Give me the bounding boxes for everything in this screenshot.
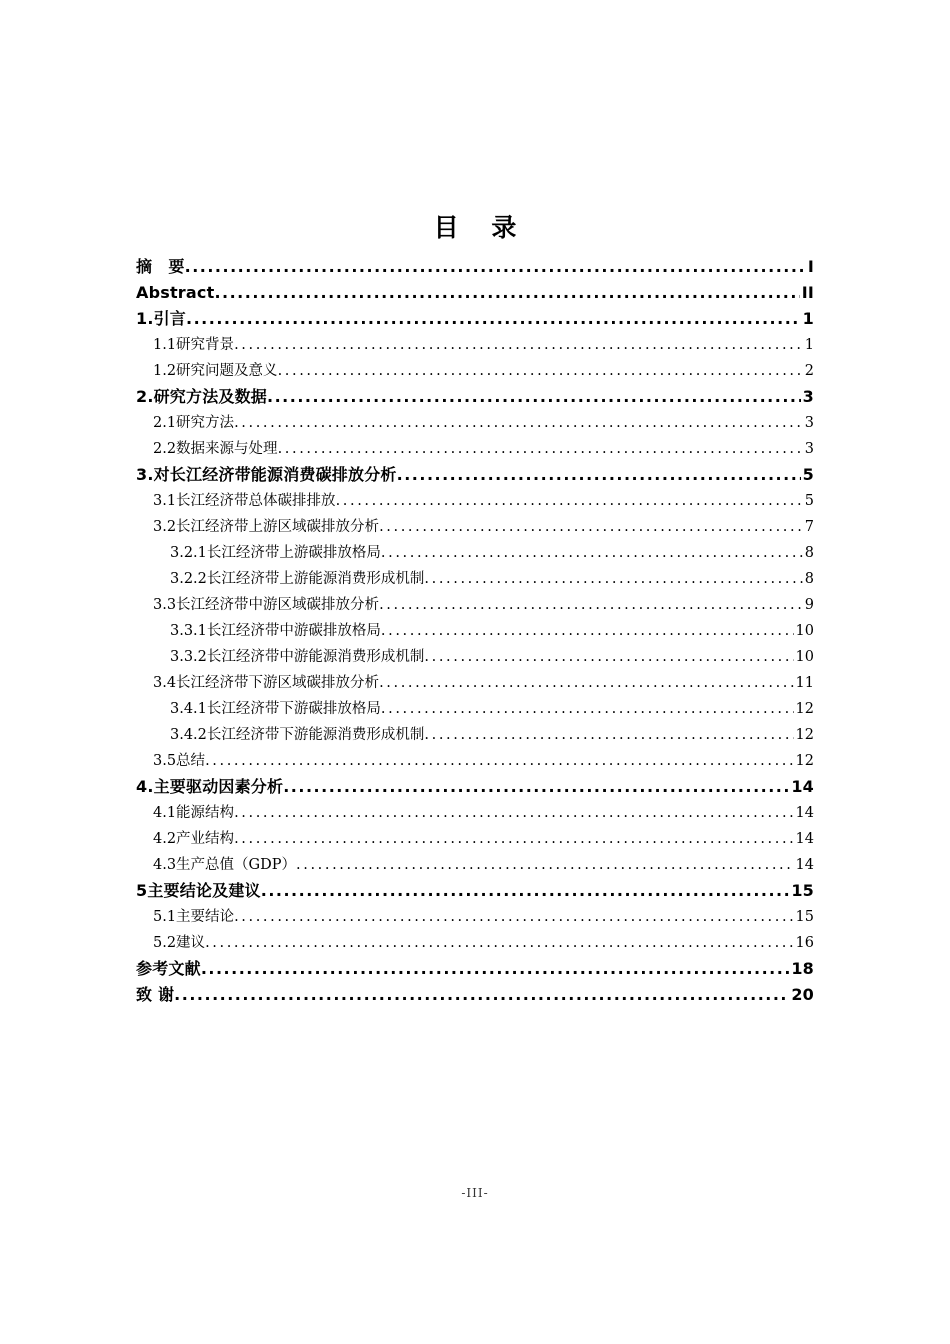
toc-entry[interactable] xyxy=(136,410,814,436)
toc-entry[interactable] xyxy=(136,670,814,696)
toc-entry[interactable] xyxy=(136,826,814,852)
toc-title: 目 录 xyxy=(433,213,529,242)
toc-entry-page: 10 xyxy=(795,649,814,665)
toc-entry[interactable] xyxy=(136,878,814,904)
toc-entry[interactable] xyxy=(136,722,814,748)
toc-entry-page: 3 xyxy=(804,441,814,457)
toc-dot-leader xyxy=(379,514,803,540)
toc-entry-label: 3.4.2长江经济带下游能源消费形成机制 xyxy=(170,727,425,743)
toc-entry-page: 2 xyxy=(804,363,814,379)
toc-entry[interactable] xyxy=(136,332,814,358)
toc-dot-leader xyxy=(267,384,801,410)
toc-dot-leader xyxy=(185,254,806,280)
toc-entry-label: 3.4.1长江经济带下游碳排放格局 xyxy=(170,701,381,717)
toc-entry-label: 致 谢 xyxy=(136,985,175,1004)
toc-dot-leader xyxy=(379,670,793,696)
toc-entry[interactable] xyxy=(136,306,814,332)
toc-entry-page: 12 xyxy=(795,753,814,769)
toc-entry-page: 12 xyxy=(795,727,814,743)
toc-entry-page: 15 xyxy=(795,909,814,925)
toc-entry-page: 1 xyxy=(804,337,814,353)
toc-dot-leader xyxy=(234,826,793,852)
toc-entry-page: 20 xyxy=(791,985,814,1004)
toc-entry[interactable] xyxy=(136,462,814,488)
toc-dot-leader xyxy=(214,280,799,306)
toc-dot-leader xyxy=(278,358,803,384)
toc-dot-leader xyxy=(381,540,803,566)
toc-entry-label: 5.1主要结论 xyxy=(153,909,235,925)
toc-entry[interactable] xyxy=(136,982,814,1008)
toc-entry-page: 1 xyxy=(802,309,814,328)
toc-entry[interactable] xyxy=(136,774,814,800)
toc-entry[interactable] xyxy=(136,358,814,384)
toc-entry-label: 2.2数据来源与处理 xyxy=(153,441,278,457)
toc-entry-label: 2.研究方法及数据 xyxy=(136,387,268,406)
toc-entry-label: Abstract xyxy=(136,283,215,302)
toc-entry-label: 1.2研究问题及意义 xyxy=(153,363,278,379)
toc-entry-label: 4.3生产总值（GDP） xyxy=(153,857,297,873)
toc-entry-label: 摘 要 xyxy=(136,257,185,276)
toc-dot-leader xyxy=(424,566,802,592)
toc-entry-page: II xyxy=(801,283,814,302)
toc-dot-leader xyxy=(381,696,794,722)
toc-entry-label: 参考文献 xyxy=(136,959,201,978)
toc-entry-label: 3.2.2长江经济带上游能源消费形成机制 xyxy=(170,571,425,587)
toc-entry[interactable] xyxy=(136,592,814,618)
toc-entry[interactable] xyxy=(136,566,814,592)
toc-entry-page: 15 xyxy=(791,881,814,900)
toc-entry-page: 10 xyxy=(795,623,814,639)
toc-entry-page: 14 xyxy=(795,857,814,873)
toc-entry-page: 16 xyxy=(795,935,814,951)
page-number-footer: -III- xyxy=(461,1186,489,1200)
toc-entry-page: 5 xyxy=(802,465,814,484)
toc-entry[interactable] xyxy=(136,488,814,514)
toc-entry-page: 3 xyxy=(804,415,814,431)
toc-entry-page: 14 xyxy=(791,777,814,796)
toc-dot-leader xyxy=(283,774,789,800)
toc-entry[interactable] xyxy=(136,384,814,410)
toc-entry[interactable] xyxy=(136,748,814,774)
toc-dot-leader xyxy=(296,852,794,878)
toc-entry-label: 3.对长江经济带能源消费碳排放分析 xyxy=(136,465,397,484)
toc-entry[interactable] xyxy=(136,436,814,462)
toc-entry[interactable] xyxy=(136,852,814,878)
toc-entry[interactable] xyxy=(136,254,814,280)
toc-entry-page: 9 xyxy=(804,597,814,613)
toc-entry-page: 18 xyxy=(791,959,814,978)
toc-entry[interactable] xyxy=(136,514,814,540)
toc-entry-label: 3.2.1长江经济带上游碳排放格局 xyxy=(170,545,381,561)
toc-entry-label: 3.4长江经济带下游区域碳排放分析 xyxy=(153,675,380,691)
toc-dot-leader xyxy=(234,800,793,826)
toc-dot-leader xyxy=(234,904,793,930)
toc-entry[interactable] xyxy=(136,956,814,982)
toc-dot-leader xyxy=(379,592,803,618)
toc-dot-leader xyxy=(336,488,803,514)
toc-entry-page: 14 xyxy=(795,805,814,821)
toc-dot-leader xyxy=(278,436,803,462)
toc-entry-label: 3.1长江经济带总体碳排排放 xyxy=(153,493,336,509)
toc-dot-leader xyxy=(186,306,801,332)
toc-entry-label: 4.2产业结构 xyxy=(153,831,235,847)
toc-dot-leader xyxy=(261,878,790,904)
toc-entry-page: 7 xyxy=(804,519,814,535)
toc-entry-label: 3.3长江经济带中游区域碳排放分析 xyxy=(153,597,380,613)
toc-entry[interactable] xyxy=(136,696,814,722)
toc-entry[interactable] xyxy=(136,800,814,826)
toc-entry-page: 12 xyxy=(795,701,814,717)
toc-entry-label: 5.2建议 xyxy=(153,935,206,951)
toc-entry[interactable] xyxy=(136,904,814,930)
toc-entry-label: 3.5总结 xyxy=(153,753,206,769)
toc-entry-page: 11 xyxy=(795,675,814,691)
toc-entry[interactable] xyxy=(136,644,814,670)
toc-dot-leader xyxy=(424,644,793,670)
toc-entry[interactable] xyxy=(136,280,814,306)
toc-entry-label: 3.3.2长江经济带中游能源消费形成机制 xyxy=(170,649,425,665)
toc-dot-leader xyxy=(205,930,793,956)
toc-entry-page: 3 xyxy=(802,387,814,406)
toc-entry-page: I xyxy=(807,257,814,276)
toc-dot-leader xyxy=(174,982,789,1008)
toc-dot-leader xyxy=(234,332,803,358)
toc-entry[interactable] xyxy=(136,540,814,566)
toc-entry[interactable] xyxy=(136,930,814,956)
toc-entry-label: 3.2长江经济带上游区域碳排放分析 xyxy=(153,519,380,535)
toc-dot-leader xyxy=(201,956,790,982)
toc-entry-label: 1.引言 xyxy=(136,309,187,328)
toc-entry-label: 3.3.1长江经济带中游碳排放格局 xyxy=(170,623,381,639)
table-of-contents xyxy=(136,254,814,1008)
toc-entry-page: 8 xyxy=(804,571,814,587)
toc-dot-leader xyxy=(205,748,793,774)
toc-entry-label: 5主要结论及建议 xyxy=(136,881,261,900)
toc-entry-label: 1.1研究背景 xyxy=(153,337,235,353)
toc-entry-page: 14 xyxy=(795,831,814,847)
toc-entry-label: 2.1研究方法 xyxy=(153,415,235,431)
toc-entry-label: 4.1能源结构 xyxy=(153,805,235,821)
toc-dot-leader xyxy=(381,618,794,644)
toc-entry-page: 5 xyxy=(804,493,814,509)
toc-dot-leader xyxy=(424,722,793,748)
toc-dot-leader xyxy=(234,410,803,436)
toc-entry-page: 8 xyxy=(804,545,814,561)
toc-entry-label: 4.主要驱动因素分析 xyxy=(136,777,284,796)
toc-dot-leader xyxy=(397,462,801,488)
toc-entry[interactable] xyxy=(136,618,814,644)
